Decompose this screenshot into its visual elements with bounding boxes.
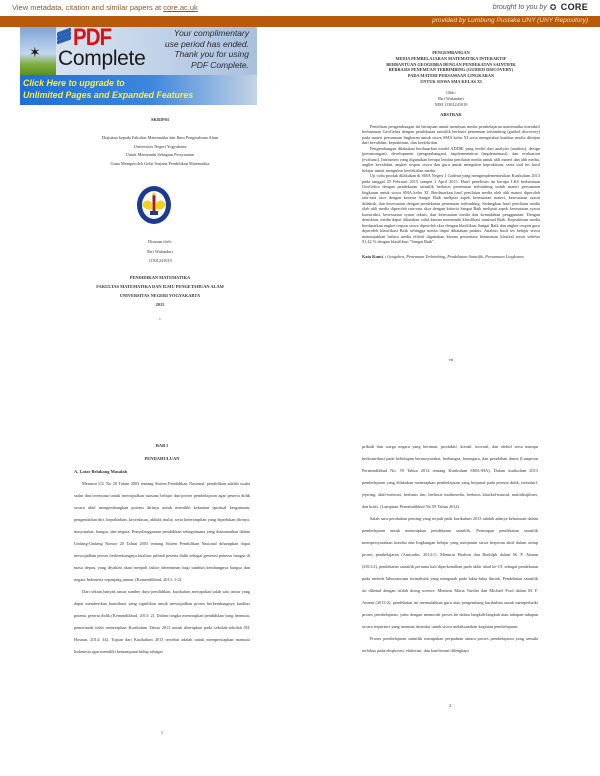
core-logo-icon: ✪ xyxy=(549,2,557,12)
author-name: Riri Wulandari xyxy=(147,248,173,254)
body-paragraph: Menurut UU No 20 Tahun 2003 tentang Sistem Pendidikan Nasional, pendidikan adalah usaha sadar dan terencana untuk mewujudkan suasana belajar dan proses pembelajaran agar peserta didik secara aktif mengembangkan potensi dirinya untuk memiliki kekuatan spiritual keagamaan, pengendalian diri, kepribadian, kecerdasan, akhlak mulia, serta keterampilan yang diperlukan dirinya, masyarakat, bangsa, dan negara. Penyelenggaraan pendidikan sebagaimana yang diamanatkan dalam Undang-Undang Nomor 20 Tahun 2003 tentang Sistem Pendidikan Nasional diharapkan dapat mewujudkan proses berkembangnya kualitas pribadi peserta didik sebagai generasi penerus bangsa di masa depan, yang diyakini akan menjadi faktor determinan bagi tumbuh kembangnya bangsa dan negara Indonesia sepanjang jaman. (Kemendikbud, 2013: 1-2). xyxy=(74,481,250,582)
page-number: i xyxy=(159,316,161,321)
purpose-line: Untuk Memenuhi Sebagian Persyaratan xyxy=(125,152,195,158)
chapter-title: PENDAHULUAN xyxy=(144,455,180,461)
provider-text[interactable]: provided by Lumbung Pustaka UNY (UNY Repository) xyxy=(432,17,588,24)
page-number: vii xyxy=(448,357,454,362)
chapter-number: BAB I xyxy=(155,443,169,448)
pdf-complete-banner[interactable] xyxy=(20,27,257,105)
cover-author xyxy=(40,237,280,266)
purpose-line: Universitas Negeri Yogyakarta xyxy=(133,143,187,149)
title-line: UNTUK SISWA SMA KELAS XI xyxy=(420,78,482,84)
core-logo: CORE xyxy=(560,2,588,12)
cover-heading: SKRIPSI xyxy=(150,117,169,122)
institution-line: UNIVERSITAS NEGERI YOGYAKARTA xyxy=(119,293,201,298)
page-number: 2 xyxy=(448,703,452,708)
author-nim: 11301241019 xyxy=(148,258,172,263)
page-two xyxy=(362,441,538,708)
layers-icon xyxy=(57,30,71,42)
page-two-body xyxy=(362,441,538,657)
abstract-author xyxy=(362,90,540,108)
upgrade-line: Click Here to upgrade to xyxy=(23,78,125,88)
institution-line: FAKULTAS MATEMATIKA DAN ILMU PENGETAHUAN ALAM xyxy=(96,284,224,289)
abstract-title xyxy=(362,50,540,85)
title-line: MEDIA PEMBELAJARAN MATEMATIKA INTERAKTIF xyxy=(395,55,507,61)
brand-pdf: PDF xyxy=(73,27,112,51)
body-paragraph: Salah satu perubahan penting yang terjadi pada kurikulum 2013 adalah adanya keharusan dalam pembelajaran untuk menerapkan pendekatan saintifik. Penerapan pendekatan saintifik mempersyaratkan kondisi dan lingkungan belajar yang menjamin siswa berperan aktif dalam setiap proses pembelajaran (Amirudin, 2014:1). Menurut Hudson dan Rudolph dalam M. F. Atsnan (2013:2), pendekatan saintifik pertama kali diperkenalkan pada akhir abad ke-19, sebagai pendekatan pada metode laboratorium formalistik yang mengarah pada fakta-fakta ilmiah. Pendekatan saintifik ini dikenal dengan istilah doing science. Menurut Maria Varelas dan Michael Ford dalam M. F. Atsnan (2013:2), pendekatan ini memudahkan guru atau pengembang kurikulum untuk memperbaiki proses pembelajaran, yaitu dengan memecah proses ke dalam langkah-langkah atau tahapan-tahapan secara terperinci yang memuat instruksi untuk siswa melaksanakan kegiatan pembelajaran. xyxy=(362,516,538,629)
cover-institution xyxy=(40,273,280,309)
brought-text: brought to you by xyxy=(492,3,547,11)
institution-year: 2015 xyxy=(155,302,165,307)
title-line: PENGEMBANGAN xyxy=(432,50,470,55)
core-header xyxy=(0,0,600,16)
purpose-line: Guna Memperoleh Gelar Sarjana Pendidikan Matematika xyxy=(110,161,210,167)
expired-message xyxy=(153,28,249,70)
upgrade-link[interactable] xyxy=(20,75,257,105)
university-logo-icon xyxy=(136,185,172,225)
message-line: PDF Complete. xyxy=(191,59,249,70)
core-link[interactable]: core.ac.uk xyxy=(163,3,198,12)
cover-purpose xyxy=(40,134,280,169)
metadata-notice xyxy=(12,3,198,12)
by-label: Oleh: xyxy=(446,89,456,95)
purpose-line: Diajukan kepada Fakultas Matematika dan Ilmu Pengetahuan Alam xyxy=(101,135,219,140)
body-paragraph: pribadi dan warga negara yang beriman, produktif, kreatif, inovatif, dan afektif serta mampu berkontribusi pada kehidupan bermasyarakat, berbangsa, bernegara, dan peradaban dunia (Lampiran Permendikbud No. 59 Tahun 2014 tentang Kurikulum SMA-MA). Dalam kurikulum 2013 pembelajaran yang dilakukan menerapkan pembelajaran yang berpusat pada peserta didik, interaktif, jejaring, aktif-mencari, berbasis tim, berbasis multimedia, berbasis klasikal-massal, multidisipliner, dan kritis. (Lampiran Permendikbud No 59 Tahun 2014). xyxy=(362,444,538,509)
abstract-heading: ABSTRAK xyxy=(440,111,462,117)
institution-line: PENDIDIKAN MATEMATIKA xyxy=(129,275,191,280)
upgrade-line: Unlimited Pages and Expanded Features xyxy=(23,90,194,100)
message-line: Thank you for using xyxy=(174,49,249,59)
page-chapter-one xyxy=(74,440,250,735)
brand-complete: Complete xyxy=(58,47,146,70)
keywords-value: Geogebra, Penemuan Terbimbing, Pendekatan Saintifik, Persamaan Lingkaran xyxy=(386,253,524,259)
metadata-text: View metadata, citation and similar papers at xyxy=(12,3,164,12)
abstract-paragraph: Penelitian pengembangan ini bertujuan untuk membuat media pembelajaran matematika interaktif berbantuan GeoGebra dengan pendekatan saintifik berbasis penemuan terbimbing (guided discovery) pada materi persamaan lingkaran untuk siswa SMA kelas XI serta mengetahui kualitas media ditinjau dari kevalidan, kepraktisan, dan keefektifan. xyxy=(362,123,540,146)
author-name: Riri Wulandari xyxy=(438,95,464,101)
abstract-paragraph: Uji coba produk dilakukan di SMA Negeri 1 Godean yang mengimplementasikan Kurikulum 2013 pada tanggal 25 Februari 2015 sampai 1 April 2015. Hasil penelitian ini berupa LKS berbantuan GeoGebra dengan pendekatan saintifik berbasis penemuan terbimbing untuk materi persamaan lingkaran untuk siswa SMA kelas XI. Berdasarkan hasil penilaian media oleh ahli materi diperoleh rata-rata skor dengan kriteria Sangat Baik meliputi aspek kesesuaian materi, kesesuaian syarat didaktik, dan kesesuaian dengan pendekatan penemuan terbimbing. Sedangkan hasil penilaian media oleh ahli media diperoleh rata-rata skor dengan kriteria Sangat Baik meliputi aspek kesesuaian syarat konstruksi, kesesuaian syarat teknis, dan kesesuaian media dan kemudahan penggunaan. Dengan demikian, media dapat dikatakan valid karena memenuhi klasifikasi minimal Baik. Kepraktisan media berdasarkan angket respon siswa diperoleh skor dengan klasifikasi Sangat Baik dan angket respon guru diperoleh klasifikasi Baik sehingga media dapat dikatakan praktis. Analisis hasil tes belajar siswa menunjukkan bahwa media efektif digunakan karena persentase ketuntasan klasikal siswa sebesar 91,42 % dengan klasifikasi "Sangat Baik". xyxy=(362,173,540,245)
page-abstract xyxy=(362,50,540,362)
message-line: use period has ended. xyxy=(164,38,249,49)
chapter-heading xyxy=(74,440,250,465)
author-label: Disusun oleh: xyxy=(148,239,172,244)
title-line: BERBANTUAN GEOGEBRA DENGAN PENDEKATAN SAINTIFIK xyxy=(386,61,516,67)
message-line: Your complimentary xyxy=(173,28,249,38)
title-line: BERBASIS PENEMUAN TERBIMBING (GUIDED DISCOVERY) xyxy=(388,67,514,73)
title-line: PADA MATERI PERSAMAAN LINGKARAN xyxy=(407,73,495,79)
abstract-paragraph: Pengembangan dilakukan berdasarkan model ADDIE yang terdiri dari analysis (analisis), design (perancangan), development (pengembangan), implementation (implementasi), dan evaluation (evaluasi). Instrumen yang digunakan berupa lembar penilaian media untuk ahli materi dan ahli media, angket kevalidan, angket respon siswa dan guru untuk mengukur kepraktisan, serta soal tes hasil belajar untuk mengukur keefektifan media. xyxy=(362,145,540,173)
provider-bar xyxy=(0,16,600,27)
keywords-label: Kata Kunci : xyxy=(362,253,386,259)
brought-by[interactable] xyxy=(493,2,588,12)
chapter-body xyxy=(74,478,250,658)
body-paragraph: Dari sekian banyak unsur sumber daya pendidikan, kurikulum merupakan salah satu unsur yang dapat memberikan kontribusi yang signifikan untuk mewujudkan proses berkembangnya kualitas potensi peserta didik (Kemendikbud, 2013: 2). Dalam rangka menerapkan pendidikan yang bermutu, pemerintah telah menerapkan Kurikulum Tahun 2013 untuk diterapkan pada sekolah-sekolah (M. Hosnan, 2014: 34). Tujuan dari Kurikulum 2013 tersebut adalah untuk mempersiapkan manusia Indonesia agar memiliki kemampuan hidup sebagai xyxy=(74,589,250,654)
body-paragraph: Proses pembelajaran saintifik merupakan perpaduan antara proses pembelajaran yang semula terfokus pada eksplorasi, elaborasi, dan konfirmasi dilengkapi xyxy=(362,636,538,653)
page-number: 1 xyxy=(160,730,164,735)
abstract-body xyxy=(362,124,540,245)
author-nim: NIM 11301241019 xyxy=(434,101,468,107)
jumping-person-icon: ✶ xyxy=(29,45,41,61)
keywords xyxy=(362,254,540,260)
pdf-complete-header xyxy=(20,27,257,75)
section-heading: A. Latar Belakang Masalah xyxy=(74,469,128,474)
